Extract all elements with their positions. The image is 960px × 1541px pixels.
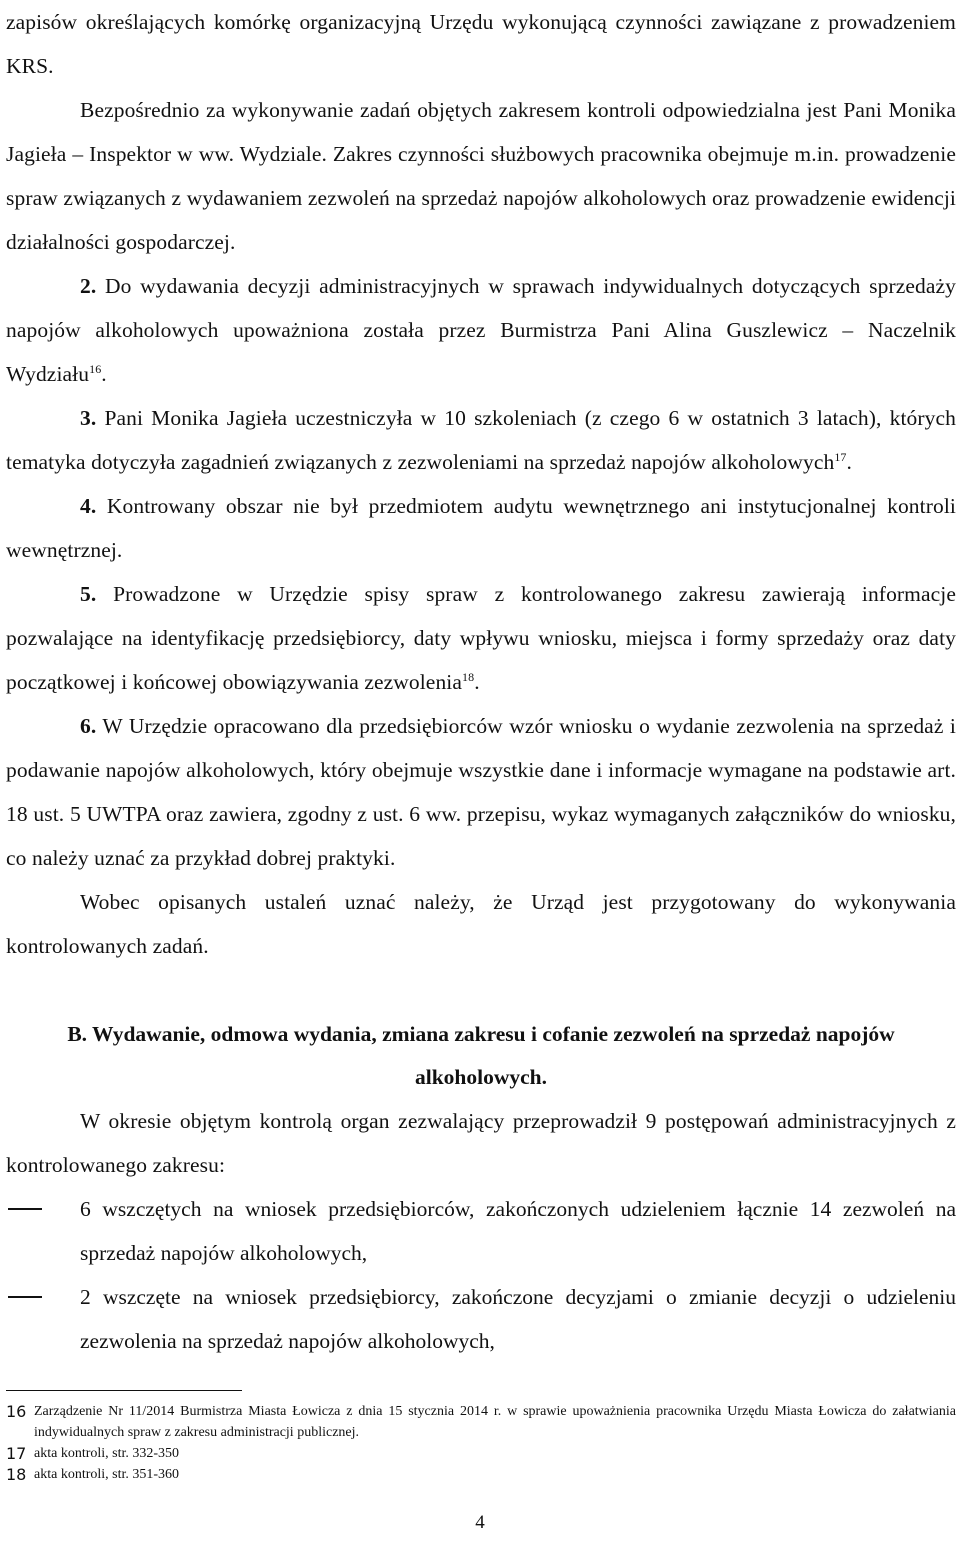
item-text: Do wydawania decyzji administracyjnych w sprawach indywidualnych dotyczących sprzedaży napojów alkoholowych upoważniona została przez Burmistrza Pani Alina Guszlewicz – Naczelnik Wydziału	[6, 274, 956, 386]
item-text: Pani Monika Jagieła uczestniczyła w 10 szkoleniach (z czego 6 w ostatnich 3 latach), których tematyka dotyczyła zagadnień związanych z zezwoleniami na sprzedaż napojów alkoholowych	[6, 406, 956, 474]
item-text: W Urzędzie opracowano dla przedsiębiorców wzór wniosku o wydanie zezwolenia na sprzedaż i podawanie napojów alkoholowych, który obejmuje wszystkie dane i informacje wymagane na podstawie art. 18 ust. 5 UWTPA oraz zawiera, zgodny z ust. 6 ww. przepisu, wykaz wymaganych załączników do wniosku, co należy uznać za przykład dobrej praktyki.	[6, 714, 956, 870]
proceedings-list	[6, 1187, 956, 1363]
paragraph-conclusion: Wobec opisanych ustaleń uznać należy, że Urząd jest przygotowany do wykonywania kontrolowanych zadań.	[6, 890, 956, 958]
footnote-ref: 16	[89, 361, 102, 376]
footnote-text: akta kontroli, str. 351-360	[34, 1467, 180, 1482]
item-4	[6, 484, 956, 572]
footnotes	[6, 1401, 956, 1485]
footnote-text: Zarządzenie Nr 11/2014 Burmistrza Miasta Łowicza z dnia 15 stycznia 2014 r. w sprawie upoważnienia pracownika Urzędu Miasta Łowicza do załatwiania indywidualnych spraw z zakresu administracji publicznej.	[34, 1404, 956, 1440]
footnote-separator	[6, 1390, 242, 1391]
footnote	[6, 1401, 956, 1443]
footnote	[6, 1464, 956, 1485]
footnote	[6, 1443, 956, 1464]
footnote-number: 17	[6, 1444, 27, 1463]
item-end: .	[474, 670, 480, 694]
footnote-number: 16	[6, 1402, 27, 1421]
item-number: 6.	[80, 714, 97, 738]
section-b-intro: W okresie objętym kontrolą organ zezwalający przeprowadził 9 postępowań administracyjnych z kontrolowanego zakresu:	[6, 1109, 956, 1177]
item-6	[6, 704, 956, 880]
item-number: 4.	[80, 494, 97, 518]
list-item-text: 6 wszczętych na wniosek przedsiębiorców, zakończonych udzieleniem łącznie 14 zezwoleń na sprzedaż napojów alkoholowych,	[80, 1197, 956, 1265]
item-number: 3.	[80, 406, 97, 430]
item-text: Kontrowany obszar nie był przedmiotem audytu wewnętrznego ani instytucjonalnej kontroli wewnętrznej.	[6, 494, 956, 562]
paragraph-krs: zapisów określających komórkę organizacyjną Urzędu wykonującą czynności zawiązane z prowadzeniem KRS.	[6, 10, 956, 78]
footnote-ref: 17	[834, 449, 847, 464]
item-2	[6, 264, 956, 396]
page-number: 4	[475, 1512, 485, 1533]
section-b-heading: B. Wydawanie, odmowa wydania, zmiana zakresu i cofanie zezwoleń na sprzedaż napojów alkoholowych.	[67, 1022, 895, 1089]
footnote-ref: 18	[462, 669, 475, 684]
item-number: 2.	[80, 274, 97, 298]
section-spacer	[6, 968, 956, 1013]
paragraph-responsibility: Bezpośrednio za wykonywanie zadań objętych zakresem kontroli odpowiedzialna jest Pani Monika Jagieła – Inspektor w ww. Wydziale. Zakres czynności służbowych pracownika obejmuje m.in. prowadzenie spraw związanych z wydawaniem zezwoleń na sprzedaż napojów alkoholowych oraz prowadzenie ewidencji działalności gospodarczej.	[6, 98, 956, 254]
item-end: .	[101, 362, 107, 386]
list-item	[6, 1275, 956, 1363]
list-item	[6, 1187, 956, 1275]
item-end: .	[846, 450, 853, 474]
item-5	[6, 572, 956, 704]
list-item-text: 2 wszczęte na wniosek przedsiębiorcy, zakończone decyzjami o zmianie decyzji o udzieleniu zezwolenia na sprzedaż napojów alkoholowych,	[80, 1285, 956, 1353]
item-3	[6, 396, 956, 484]
item-text: Prowadzone w Urzędzie spisy spraw z kontrolowanego zakresu zawierają informacje pozwalające na identyfikację przedsiębiorcy, daty wpływu wniosku, miejsca i formy sprzedaży oraz daty początkowej i końcowej obowiązywania zezwolenia	[6, 582, 956, 694]
footnote-number: 18	[6, 1465, 27, 1484]
document-page	[6, 0, 956, 1363]
footnote-text: akta kontroli, str. 332-350	[34, 1446, 180, 1461]
item-number: 5.	[80, 582, 97, 606]
